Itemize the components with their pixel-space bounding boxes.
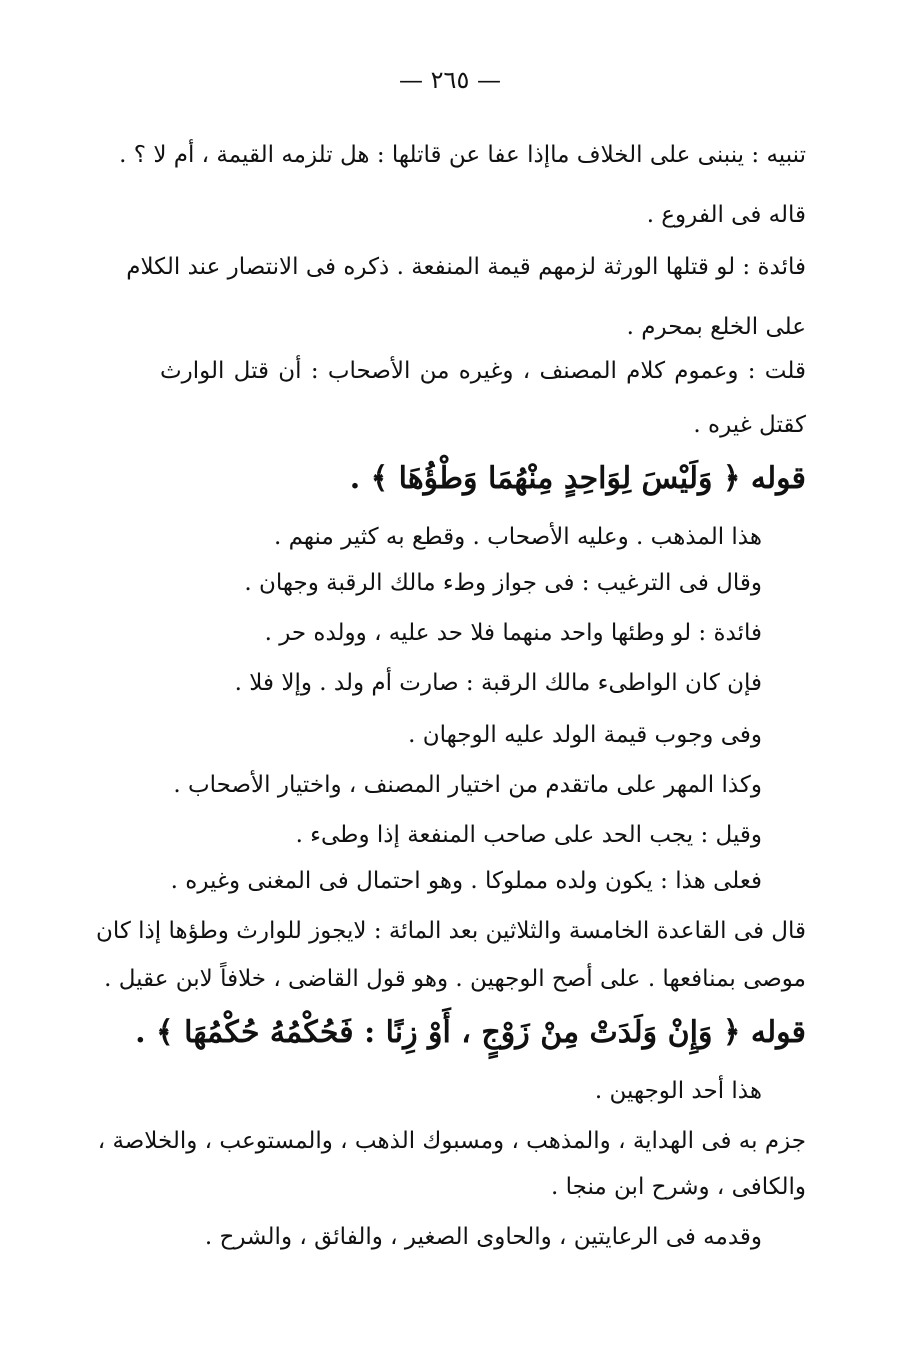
text-line: فائدة : لو قتلها الورثة لزمهم قيمة المنفعة . ذكره فى الانتصار عند الكلام [126, 254, 806, 280]
text-line: فائدة : لو وطئها واحد منهما فلا حد عليه ، وولده حر . [264, 620, 762, 646]
quoted-verse: قوله ﴿ وَلَيْسَ لِوَاحِدٍ مِنْهُمَا وَطْؤُهَا ﴾ . [349, 461, 806, 496]
page-number: — ٢٦٥ — [399, 66, 501, 94]
quoted-verse: قوله ﴿ وَإِنْ وَلَدَتْ مِنْ زَوْجٍ ، أَوْ زِنًا : فَحُكْمُهُ حُكْمُهَا ﴾ . [135, 1015, 806, 1050]
text-line: فعلى هذا : يكون ولده مملوكا . وهو احتمال فى المغنى وغيره . [170, 868, 762, 894]
text-line: فإن كان الواطىء مالك الرقبة : صارت أم ولد . وإلا فلا . [234, 670, 762, 696]
text-line: قاله فى الفروع . [646, 202, 806, 228]
text-line: هذا المذهب . وعليه الأصحاب . وقطع به كثير منهم . [273, 524, 762, 550]
text-line: على الخلع بمحرم . [626, 314, 806, 340]
text-line: وقدمه فى الرعايتين ، والحاوى الصغير ، والفائق ، والشرح . [204, 1224, 762, 1250]
text-line: تنبيه : ينبنى على الخلاف ماإذا عفا عن قاتلها : هل تلزمه القيمة ، أم لا ؟ . [119, 142, 806, 168]
text-line: جزم به فى الهداية ، والمذهب ، ومسبوك الذهب ، والمستوعب ، والخلاصة ، [97, 1128, 806, 1154]
text-line: موصى بمنافعها . على أصح الوجهين . وهو قول القاضى ، خلافاً لابن عقيل . [104, 966, 806, 992]
text-line: كقتل غيره . [693, 412, 806, 438]
text-line: قلت : وعموم كلام المصنف ، وغيره من الأصحاب : أن قتل الوارث [160, 358, 806, 384]
text-line: وقال فى الترغيب : فى جواز وطء مالك الرقبة وجهان . [244, 570, 762, 596]
text-line: والكافى ، وشرح ابن منجا . [551, 1174, 806, 1200]
text-line: وقيل : يجب الحد على صاحب المنفعة إذا وطىء . [295, 822, 762, 848]
text-line: وكذا المهر على ماتقدم من اختيار المصنف ، واختيار الأصحاب . [173, 772, 762, 798]
text-line: قال فى القاعدة الخامسة والثلاثين بعد المائة : لايجوز للوارث وطؤها إذا كان [95, 918, 806, 944]
text-line: وفى وجوب قيمة الولد عليه الوجهان . [408, 722, 762, 748]
text-line: هذا أحد الوجهين . [594, 1078, 762, 1104]
